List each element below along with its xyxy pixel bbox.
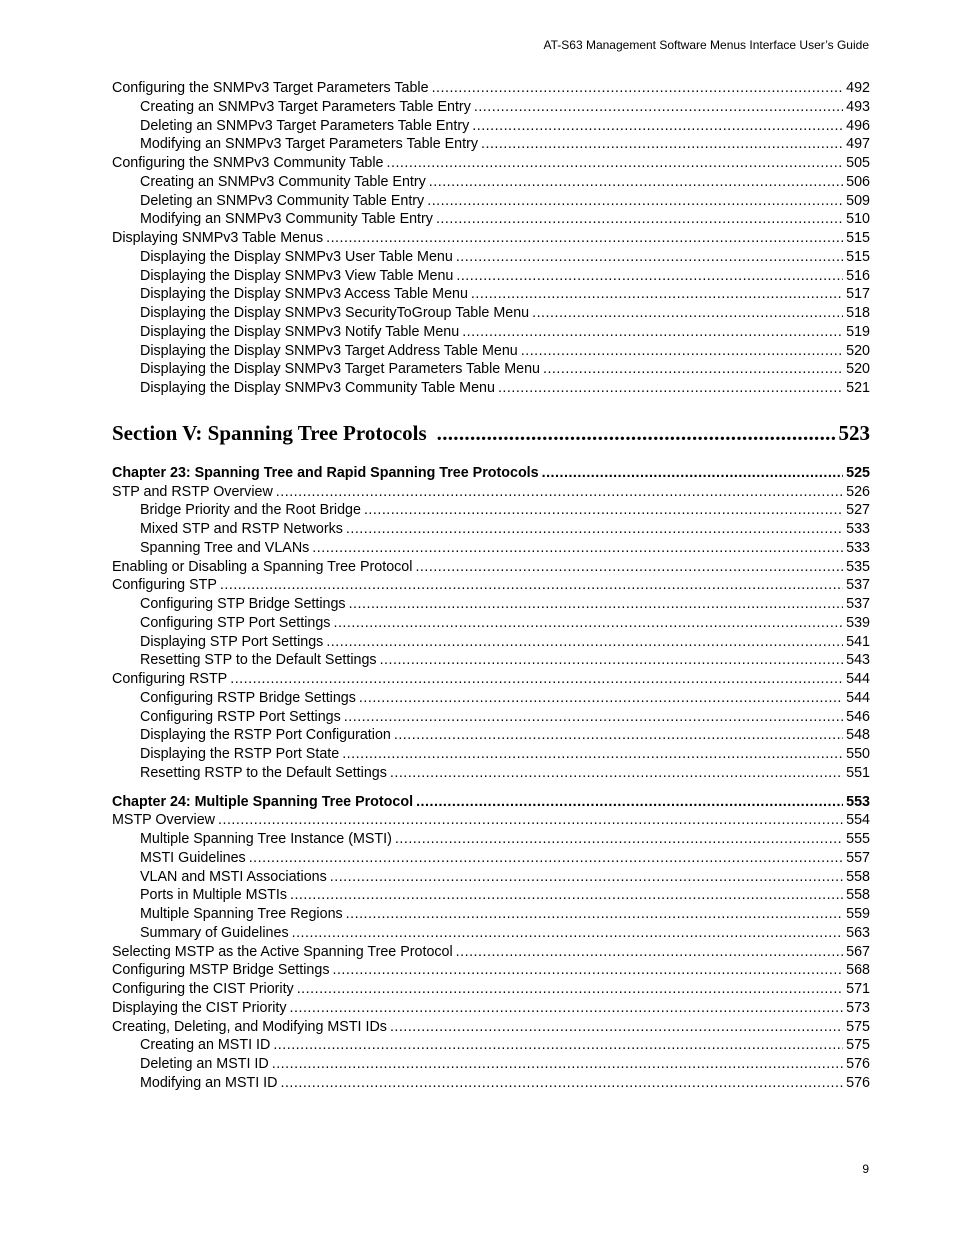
toc-entry-page: 527	[846, 502, 870, 519]
toc-entry[interactable]	[112, 501, 870, 520]
toc-entry[interactable]	[112, 154, 870, 173]
toc-entry[interactable]	[112, 764, 870, 783]
toc-entry-title: Deleting an SNMPv3 Community Table Entry	[140, 192, 425, 209]
toc-entry[interactable]	[112, 229, 870, 248]
toc-entry-page: 546	[846, 708, 870, 725]
toc-entry-page: 575	[846, 1037, 870, 1054]
toc-entry[interactable]	[112, 708, 870, 727]
toc-entry[interactable]	[112, 905, 870, 924]
leader-dots	[437, 421, 835, 446]
leader-dots	[346, 905, 843, 924]
toc-entry[interactable]	[112, 595, 870, 614]
toc-entry-title: Multiple Spanning Tree Instance (MSTI)	[140, 831, 392, 847]
toc-entry-title: Enabling or Disabling a Spanning Tree Protocol	[112, 558, 413, 575]
leader-dots	[359, 689, 843, 708]
toc-entry[interactable]	[112, 745, 870, 764]
toc-entry[interactable]	[112, 830, 870, 849]
leader-dots	[532, 304, 843, 323]
toc-entry-page: 509	[846, 192, 870, 209]
leader-dots	[272, 1055, 843, 1074]
toc-entry-page: 563	[846, 924, 870, 941]
toc-entry-title: MSTI Guidelines	[140, 849, 246, 866]
leader-dots	[346, 520, 843, 539]
toc-entry-page: 567	[846, 943, 870, 960]
toc-entry-page: 496	[846, 117, 870, 134]
toc-entry-page: 520	[846, 342, 870, 359]
toc-entry[interactable]	[112, 135, 870, 154]
toc-entry-title: Displaying the Display SNMPv3 Community Table Menu	[140, 380, 495, 396]
toc-entry-title: Modifying an SNMPv3 Target Parameters Table Entry	[140, 136, 478, 153]
table-of-contents	[112, 79, 870, 1093]
toc-entry-title: Displaying the Display SNMPv3 Target Address Table Menu	[140, 342, 518, 359]
toc-entry-title: VLAN and MSTI Associations	[140, 868, 327, 885]
leader-dots	[390, 1018, 843, 1037]
toc-entry[interactable]	[112, 79, 870, 98]
leader-dots	[344, 708, 843, 727]
toc-entry-title: Deleting an MSTI ID	[140, 1056, 269, 1072]
toc-entry[interactable]	[112, 849, 870, 868]
leader-dots	[380, 651, 844, 670]
toc-entry[interactable]	[112, 483, 870, 502]
toc-entry[interactable]	[112, 558, 870, 577]
toc-entry-page: 515	[846, 230, 870, 246]
toc-entry-title: Displaying the RSTP Port Configuration	[140, 727, 391, 744]
leader-dots	[481, 135, 843, 154]
toc-entry[interactable]	[112, 670, 870, 689]
toc-entry-title: Configuring STP Bridge Settings	[140, 596, 346, 612]
toc-entry-title: Configuring STP Port Settings	[140, 614, 331, 631]
leader-dots	[332, 961, 843, 980]
toc-entry[interactable]	[112, 576, 870, 595]
toc-entry[interactable]	[112, 267, 870, 286]
toc-entry[interactable]	[112, 520, 870, 539]
toc-entry[interactable]	[112, 1018, 870, 1037]
leader-dots	[280, 1074, 843, 1093]
section-heading[interactable]	[112, 421, 870, 457]
toc-entry-page: 568	[846, 962, 870, 979]
toc-entry-title: Multiple Spanning Tree Regions	[140, 906, 343, 922]
leader-dots	[364, 501, 843, 520]
toc-entry-page: 515	[846, 248, 870, 265]
toc-entry-page: 553	[846, 793, 870, 810]
toc-entry-title: Chapter 23: Spanning Tree and Rapid Spanning Tree Protocols	[112, 464, 539, 481]
leader-dots	[456, 248, 843, 267]
toc-entry-page: 525	[846, 464, 870, 481]
toc-entry-title: Creating an MSTI ID	[140, 1037, 271, 1054]
toc-entry-title: Creating an SNMPv3 Target Parameters Table Entry	[140, 98, 471, 115]
leader-dots	[297, 980, 843, 999]
leader-dots	[326, 229, 843, 248]
chapter-gap	[112, 783, 870, 793]
leader-dots	[471, 285, 843, 304]
toc-entry[interactable]	[112, 943, 870, 962]
toc-entry-title: Displaying the Display SNMPv3 Notify Table Menu	[140, 323, 460, 340]
leader-dots	[432, 79, 844, 98]
toc-entry-page: 516	[846, 267, 870, 284]
running-header: AT-S63 Management Software Menus Interface User’s Guide	[543, 38, 869, 52]
toc-entry-page: 526	[846, 483, 870, 500]
toc-entry-page: 554	[846, 812, 870, 829]
toc-entry[interactable]	[112, 98, 870, 117]
toc-entry-title: Configuring the CIST Priority	[112, 981, 294, 997]
toc-entry[interactable]	[112, 868, 870, 887]
leader-dots	[394, 726, 843, 745]
toc-entry-title: Configuring MSTP Bridge Settings	[112, 962, 330, 979]
leader-dots	[276, 483, 843, 502]
toc-entry-title: Chapter 24: Multiple Spanning Tree Protocol	[112, 793, 414, 810]
toc-entry-page: 521	[846, 380, 870, 396]
toc-entry[interactable]	[112, 633, 870, 652]
toc-entry[interactable]	[112, 980, 870, 999]
toc-entry[interactable]	[112, 614, 870, 633]
toc-entry-page: 544	[846, 689, 870, 706]
toc-entry-title: Summary of Guidelines	[140, 924, 289, 941]
leader-dots	[390, 764, 843, 783]
toc-entry[interactable]	[112, 726, 870, 745]
toc-entry[interactable]	[112, 192, 870, 211]
leader-dots	[395, 830, 843, 849]
toc-entry-title: Configuring the SNMPv3 Target Parameters Table	[112, 80, 429, 96]
toc-entry-page: 492	[846, 80, 870, 96]
toc-entry-title: Displaying the Display SNMPv3 User Table Menu	[140, 248, 453, 265]
toc-entry-title: Resetting STP to the Default Settings	[140, 652, 377, 669]
toc-entry-page: 535	[846, 558, 870, 575]
leader-dots	[456, 267, 843, 286]
toc-entry-page: 506	[846, 173, 870, 190]
leader-dots	[230, 670, 843, 689]
leader-dots	[333, 614, 843, 633]
toc-chapter-entry[interactable]	[112, 793, 870, 812]
leader-dots	[312, 539, 843, 558]
toc-entry-page: 571	[846, 981, 870, 997]
toc-entry-page: 533	[846, 539, 870, 556]
toc-entry-title: Selecting MSTP as the Active Spanning Tree Protocol	[112, 943, 453, 960]
leader-dots	[462, 323, 843, 342]
leader-dots	[218, 811, 843, 830]
toc-entry[interactable]	[112, 379, 870, 398]
toc-entry[interactable]	[112, 117, 870, 136]
toc-entry-page: 517	[846, 286, 870, 303]
toc-entry-title: Displaying the RSTP Port State	[140, 746, 340, 762]
leader-dots	[290, 999, 844, 1018]
toc-entry-title: Deleting an SNMPv3 Target Parameters Table Entry	[140, 117, 470, 134]
toc-entry[interactable]	[112, 248, 870, 267]
leader-dots	[498, 379, 843, 398]
leader-dots	[292, 924, 844, 943]
leader-dots	[415, 558, 843, 577]
toc-entry[interactable]	[112, 1055, 870, 1074]
toc-entry-page: 497	[846, 136, 870, 153]
toc-entry-page: 537	[846, 596, 870, 612]
leader-dots	[472, 117, 843, 136]
toc-entry-page: 555	[846, 831, 870, 847]
toc-entry-page: 539	[846, 614, 870, 631]
toc-entry-page: 537	[846, 577, 870, 594]
toc-entry[interactable]	[112, 210, 870, 229]
toc-entry-page: 544	[846, 671, 870, 687]
section-title: Section V: Spanning Tree Protocols	[112, 420, 427, 445]
leader-dots	[416, 793, 843, 812]
toc-entry-title: Displaying the CIST Priority	[112, 999, 287, 1016]
leader-dots	[474, 98, 843, 117]
toc-entry-title: Resetting RSTP to the Default Settings	[140, 764, 387, 781]
toc-entry-page: 550	[846, 746, 870, 762]
toc-entry-page: 558	[846, 887, 870, 904]
toc-entry-page: 518	[846, 305, 870, 321]
leader-dots	[427, 192, 843, 211]
leader-dots	[349, 595, 844, 614]
toc-entry-page: 541	[846, 633, 870, 650]
leader-dots	[220, 576, 843, 595]
leader-dots	[521, 342, 843, 361]
leader-dots	[326, 633, 843, 652]
toc-entry[interactable]	[112, 924, 870, 943]
toc-chapter-entry[interactable]	[112, 464, 870, 483]
toc-entry-title: Configuring RSTP Bridge Settings	[140, 689, 356, 706]
toc-entry[interactable]	[112, 651, 870, 670]
toc-entry-title: Modifying an MSTI ID	[140, 1074, 278, 1091]
toc-entry-page: 533	[846, 521, 870, 537]
toc-entry[interactable]	[112, 304, 870, 323]
leader-dots	[387, 154, 844, 173]
toc-entry-title: Displaying the Display SNMPv3 View Table Menu	[140, 267, 454, 284]
toc-entry[interactable]	[112, 342, 870, 361]
toc-group-chapter-23	[112, 464, 870, 783]
leader-dots	[456, 943, 843, 962]
toc-entry[interactable]	[112, 173, 870, 192]
toc-entry[interactable]	[112, 999, 870, 1018]
toc-entry-title: Ports in Multiple MSTIs	[140, 887, 287, 904]
toc-entry-title: Configuring STP	[112, 577, 217, 594]
toc-entry-page: 520	[846, 361, 870, 378]
leader-dots	[273, 1036, 843, 1055]
toc-entry[interactable]	[112, 811, 870, 830]
toc-entry-page: 519	[846, 323, 870, 340]
toc-entry-page: 548	[846, 727, 870, 744]
toc-entry[interactable]	[112, 886, 870, 905]
toc-entry-title: Mixed STP and RSTP Networks	[140, 521, 343, 537]
toc-entry-page: 551	[846, 764, 870, 781]
leader-dots	[543, 360, 843, 379]
toc-entry-title: Bridge Priority and the Root Bridge	[140, 502, 361, 519]
leader-dots	[542, 464, 844, 483]
toc-entry-page: 575	[846, 1018, 870, 1035]
toc-entry-page: 573	[846, 999, 870, 1016]
toc-entry-title: Displaying STP Port Settings	[140, 633, 324, 650]
toc-entry-title: Creating, Deleting, and Modifying MSTI IDs	[112, 1018, 387, 1035]
toc-entry-title: Configuring RSTP Port Settings	[140, 708, 341, 725]
toc-entry[interactable]	[112, 285, 870, 304]
section-page: 523	[838, 420, 870, 445]
toc-entry-page: 559	[846, 906, 870, 922]
toc-entry-title: Spanning Tree and VLANs	[140, 539, 310, 556]
toc-entry[interactable]	[112, 1036, 870, 1055]
toc-entry-title: Configuring the SNMPv3 Community Table	[112, 155, 384, 171]
toc-entry-page: 510	[846, 211, 870, 228]
toc-entry-page: 576	[846, 1056, 870, 1072]
toc-entry-title: Modifying an SNMPv3 Community Table Entry	[140, 211, 433, 228]
toc-group-chapter-24	[112, 793, 870, 1093]
toc-entry-page: 505	[846, 155, 870, 171]
toc-entry-page: 557	[846, 849, 870, 866]
toc-entry-title: Displaying the Display SNMPv3 SecurityToGroup Table Menu	[140, 305, 530, 321]
toc-group-snmpv3	[112, 79, 870, 398]
toc-entry-page: 493	[846, 98, 870, 115]
leader-dots	[290, 886, 843, 905]
toc-entry[interactable]	[112, 539, 870, 558]
toc-entry-page: 543	[846, 652, 870, 669]
leader-dots	[330, 868, 843, 887]
toc-entry[interactable]	[112, 360, 870, 379]
toc-entry-title: Configuring RSTP	[112, 671, 228, 687]
toc-entry-title: Displaying the Display SNMPv3 Access Table Menu	[140, 286, 468, 303]
leader-dots	[342, 745, 843, 764]
toc-entry[interactable]	[112, 689, 870, 708]
leader-dots	[429, 173, 843, 192]
leader-dots	[436, 210, 843, 229]
toc-entry-title: STP and RSTP Overview	[112, 483, 273, 500]
toc-entry-title: Creating an SNMPv3 Community Table Entry	[140, 173, 426, 190]
toc-entry[interactable]	[112, 323, 870, 342]
toc-entry[interactable]	[112, 1074, 870, 1093]
page-number: 9	[862, 1162, 869, 1176]
toc-entry-title: MSTP Overview	[112, 812, 216, 829]
toc-entry[interactable]	[112, 961, 870, 980]
toc-entry-title: Displaying SNMPv3 Table Menus	[112, 230, 324, 246]
toc-entry-title: Displaying the Display SNMPv3 Target Parameters Table Menu	[140, 361, 540, 378]
toc-entry-page: 558	[846, 868, 870, 885]
leader-dots	[249, 849, 843, 868]
toc-entry-page: 576	[846, 1074, 870, 1091]
